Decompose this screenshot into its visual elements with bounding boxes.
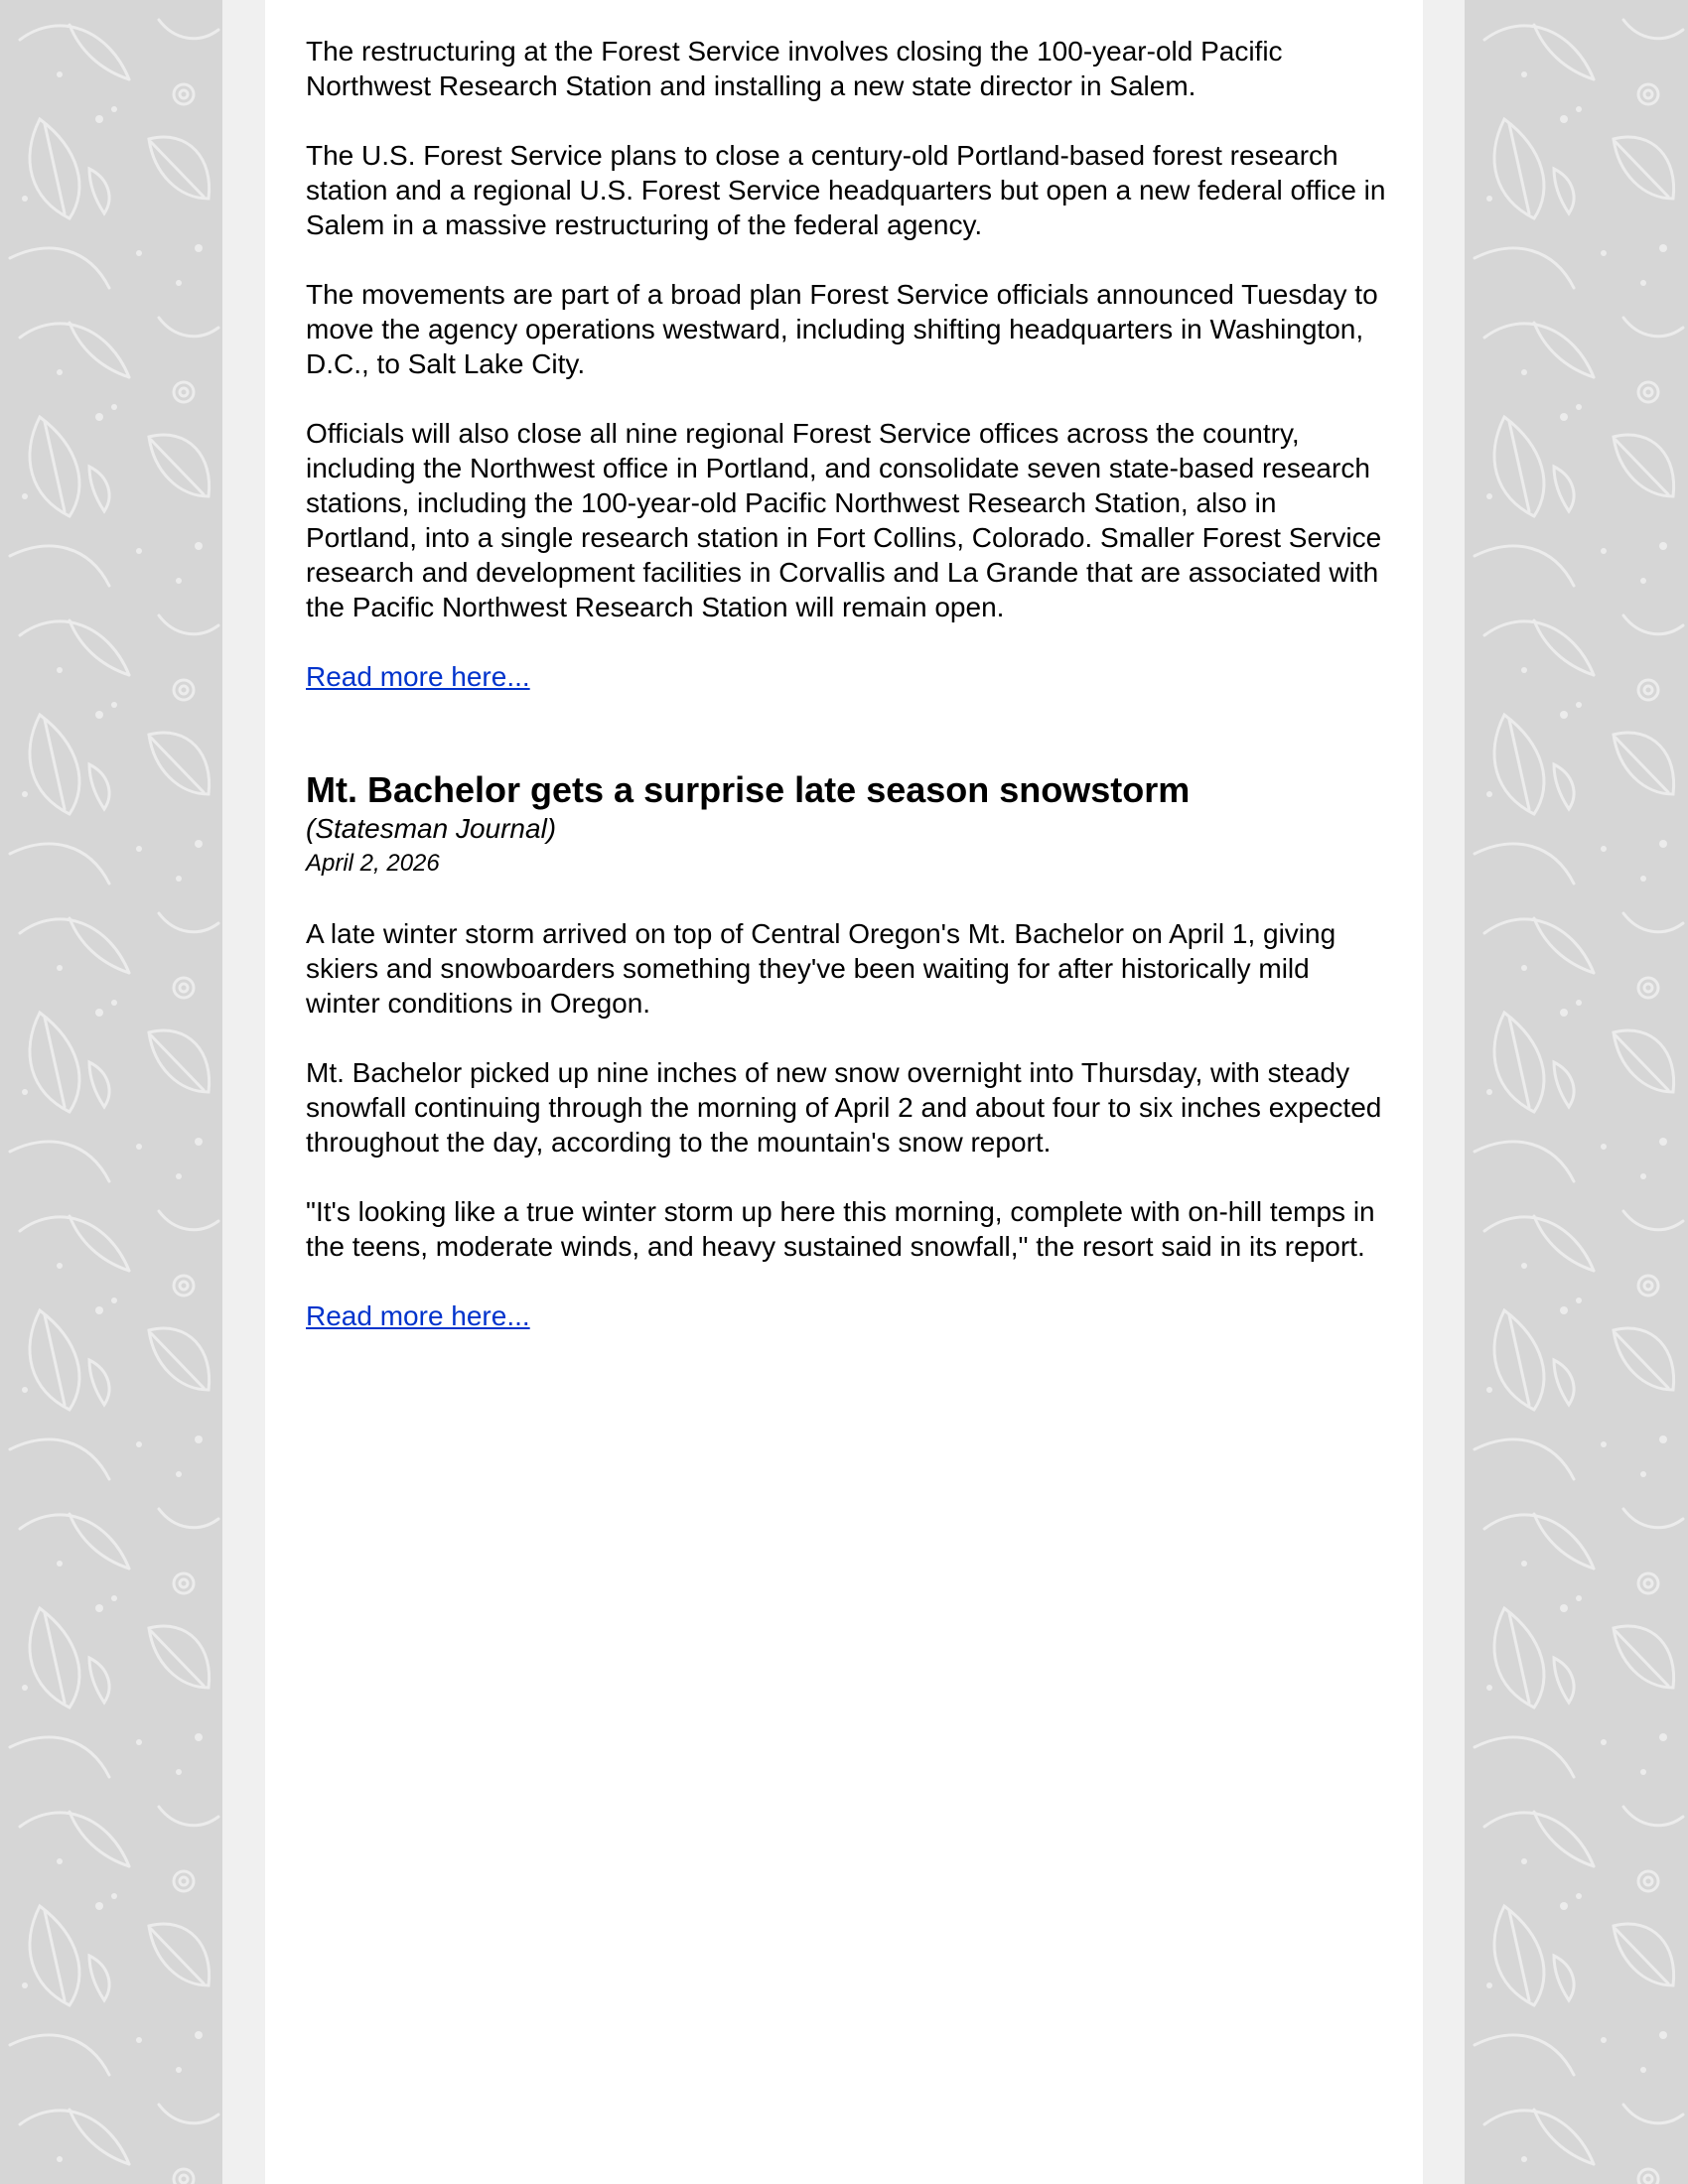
story1-paragraph-4: Officials will also close all nine regional Forest Service offices across the country, including the Northwest office in Portland, and consolidate seven state-based research stations, including the 100-year-old Pacific Northwest Research Station, also in Portland, into a single research station in Fort Collins, Colorado. Smaller Forest Service research and development facilities in Corvallis and La Grande that are associated with the Pacific Northwest Research Station will remain open. bbox=[306, 418, 1382, 622]
story1-paragraph-2: The U.S. Forest Service plans to close a century-old Portland-based forest research station and a regional U.S. Forest Service headquarters but open a new federal office in Salem in a massive restructuring of the federal agency. bbox=[306, 140, 1386, 240]
newsletter-page bbox=[265, 0, 1423, 2184]
story-mt-bachelor bbox=[306, 768, 1388, 1333]
story1-paragraph-1: The restructuring at the Forest Service involves closing the 100-year-old Pacific Northwest Research Station and installing a new state director in Salem. bbox=[306, 36, 1283, 101]
leaf-pattern-icon bbox=[0, 0, 222, 2184]
story1-paragraph-3: The movements are part of a broad plan Forest Service officials announced Tuesday to move the agency operations westward, including shifting headquarters in Washington, D.C., to Salt Lake City. bbox=[306, 279, 1378, 379]
story2-paragraph-2: Mt. Bachelor picked up nine inches of new snow overnight into Thursday, with steady snowfall continuing through the morning of April 2 and about four to six inches expected throughout the day, according to the mountain's snow report. bbox=[306, 1057, 1382, 1158]
story2-source: (Statesman Journal) bbox=[306, 813, 557, 844]
story2-headline: Mt. Bachelor gets a surprise late season snowstorm bbox=[306, 769, 1191, 810]
story2-date: April 2, 2026 bbox=[306, 850, 440, 877]
story2-paragraph-3: "It's looking like a true winter storm up here this morning, complete with on-hill temps in the teens, moderate winds, and heavy sustained snowfall," the resort said in its report. bbox=[306, 1196, 1375, 1262]
story1-read-more-link[interactable]: Read more here... bbox=[306, 661, 530, 692]
story2-read-more-link[interactable]: Read more here... bbox=[306, 1300, 530, 1331]
floral-pattern-left bbox=[0, 0, 222, 2184]
floral-pattern-right bbox=[1465, 0, 1688, 2184]
leaf-pattern-icon bbox=[1465, 0, 1688, 2184]
story2-paragraph-1: A late winter storm arrived on top of Central Oregon's Mt. Bachelor on April 1, giving skiers and snowboarders something they've been waiting for after historically mild winter conditions in Oregon. bbox=[306, 918, 1336, 1019]
story-forest-service bbox=[306, 34, 1388, 694]
